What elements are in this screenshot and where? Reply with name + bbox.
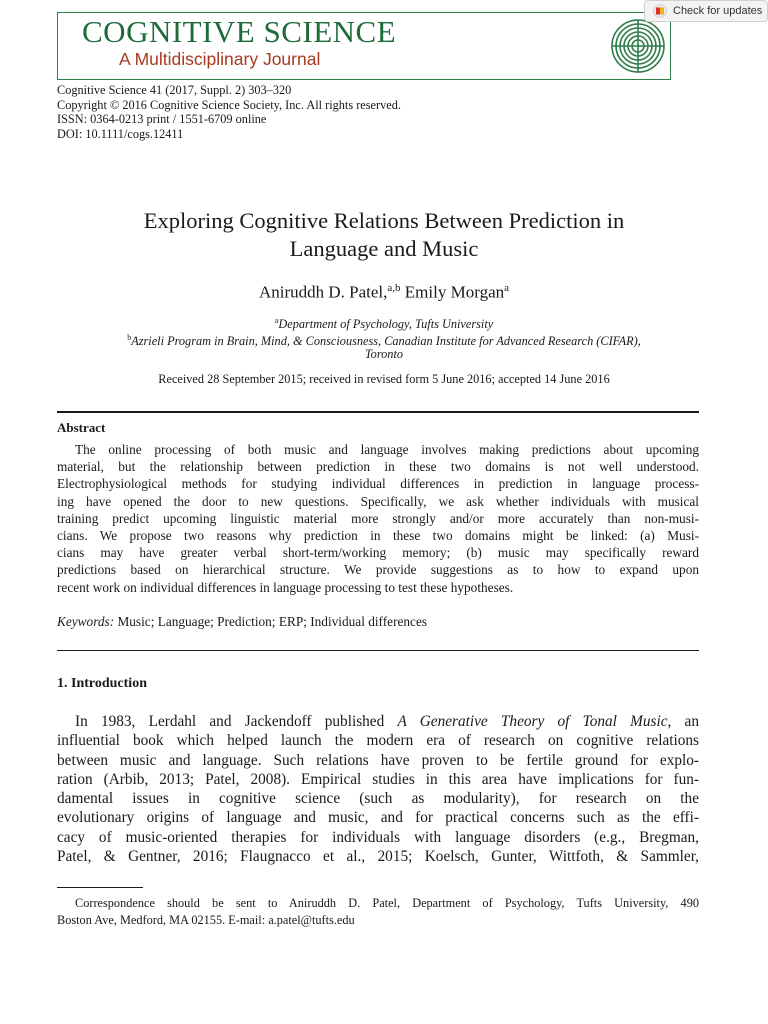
footnote-line-2: Boston Ave, Medford, MA 02155. E-mail: a.patel@tufts.edu [57,913,355,927]
intro-line-1 [57,712,699,731]
labyrinth-logo-icon [610,18,666,74]
intro-line: Patel, & Gentner, 2016; Flaugnacco et al., 2015; Koelsch, Gunter, Wittfoth, & Sammler, [57,848,699,866]
intro-line: evolutionary origins of language and music, and for practical concerns such as the effi- [57,809,699,827]
author-2-affil-marker: a [504,282,510,294]
abstract-line: cians. We propose two reasons why prediction in these two domains might be linked: (a) Musi- [57,527,699,543]
cited-book-title: A Generative Theory of Tonal Music [397,713,668,730]
issn-line: ISSN: 0364-0213 print / 1551-6709 online [57,112,267,126]
received-dates: Received 28 September 2015; received in revised form 5 June 2016; accepted 14 June 2016 [158,372,610,386]
copyright-line: Copyright © 2016 Cognitive Science Society, Inc. All rights reserved. [57,97,401,112]
doi-line: DOI: 10.1111/cogs.12411 [57,126,184,141]
footnote-line-1: Correspondence should be sent to Aniruddh D. Patel, Department of Psychology, Tufts University, 490 [75,896,699,910]
keywords [57,614,427,630]
keywords-label: Keywords: [57,614,115,629]
abstract-line: material, but the relationship between prediction in these two domains is not well understood. [57,459,699,475]
article-title [0,207,768,263]
footnote-rule [57,887,143,888]
author-1-affil-marker: a,b [387,282,401,294]
author-1: Aniruddh D. Patel, [258,282,388,302]
affiliation-a-text: Department of Psychology, Tufts University [278,317,494,332]
keywords-text: Music; Language; Prediction; ERP; Individual differences [117,614,428,629]
article-metadata [57,83,401,141]
abstract-top-rule [57,411,699,413]
abstract-line: The online processing of both music and language involves making predictions about upcoming [75,442,699,457]
title-line-2: Language and Music [289,236,479,261]
journal-subtitle: A Multidisciplinary Journal [119,49,321,69]
affiliation-b-text: Azrieli Program in Brain, Mind, & Consciousness, Canadian Institute for Advanced Research (CIFAR), [131,334,641,349]
abstract-body [57,441,699,596]
intro-line-1-tail: , an [667,713,699,730]
intro-line: damental issues in cognitive science (such as modularity), for research on the [57,790,699,808]
intro-line: influential book which helped launch the modern era of research on cognitive relations [57,732,699,750]
affiliation-a-marker: a [274,316,279,325]
check-updates-label: Check for updates [673,5,763,17]
abstract-line: predictions based on hierarchical structure. We provide suggestions as to how to expand upon [57,562,699,578]
abstract-line: recent work on individual differences in language processing to test these hypotheses. [57,579,514,595]
citation-line: Cognitive Science 41 (2017, Suppl. 2) 303–320 [57,83,292,97]
title-line-1: Exploring Cognitive Relations Between Prediction in [143,208,625,233]
intro-line: cacy of music-oriented therapies for individuals with language disorders (e.g., Bregman, [57,828,699,846]
abstract-line: ing have opened the door to new questions. Specifically, we ask whether individuals with musical [57,493,699,509]
abstract-line: training predict upcoming linguistic material more strongly and/or more accurately than non-musi- [57,510,699,526]
abstract-line: cians may have greater verbal short-term/working memory; (b) music may specifically reward [57,545,699,561]
affiliation-b-city: Toronto [364,347,404,361]
section-heading-introduction: 1. Introduction [57,676,147,691]
check-for-updates-button[interactable] [644,0,768,22]
check-updates-icon [653,4,667,18]
intro-line: ration (Arbib, 2013; Patel, 2008). Empirical studies in this area have implications for fun- [57,770,699,788]
correspondence-footnote [57,895,699,929]
introduction-body [57,712,699,866]
intro-line-1-text: In 1983, Lerdahl and Jackendoff published [75,713,398,730]
journal-name: COGNITIVE SCIENCE [82,14,397,49]
abstract-line: Electrophysiological methods for studying individual differences in prediction in language process- [57,476,699,492]
abstract-heading: Abstract [57,420,106,435]
intro-line: between music and language. Such relations have proven to be fertile ground for explo- [57,751,699,769]
author-list [0,282,768,303]
affiliation-b-marker: b [127,333,132,342]
journal-header-banner [57,12,671,80]
author-2: Emily Morgan [404,282,505,302]
abstract-bottom-rule [57,650,699,651]
